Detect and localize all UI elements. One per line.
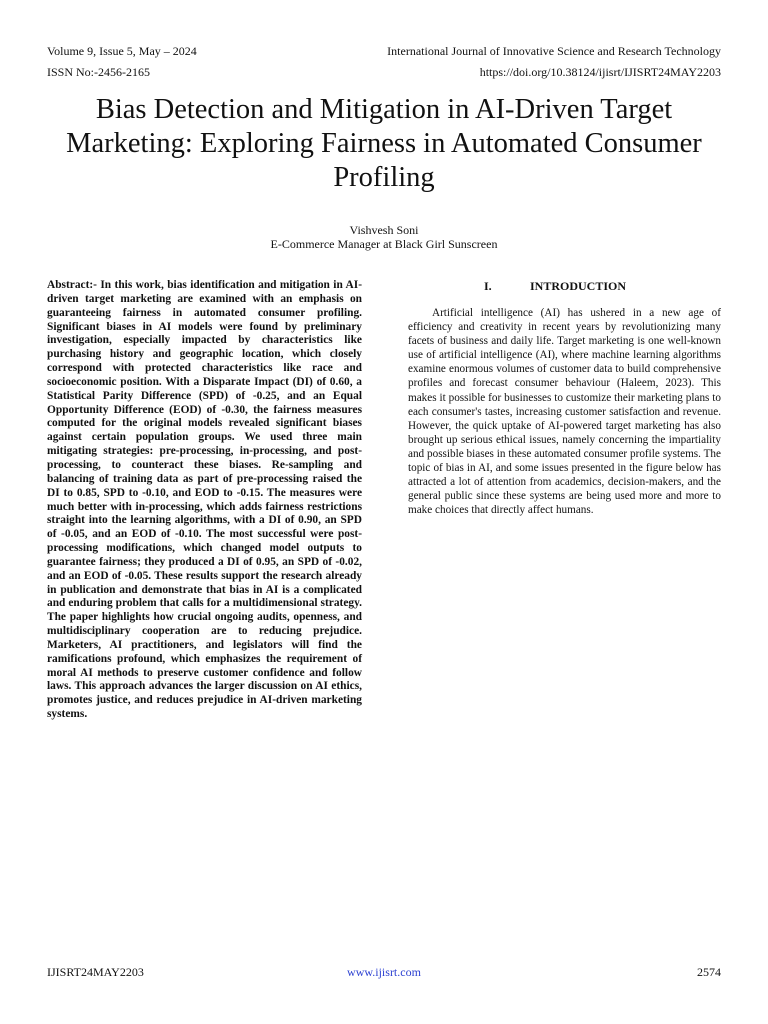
introduction-paragraph: Artificial intelligence (AI) has ushered in a new age of efficiency and creativity in recent years by revolutionizing many facets of business and daily life. Target marketing is one well-known use of artificial intelligence (AI), where machine learning algorithms examine enormous volumes of customer data to build comprehensive profiles and forecast consumer behaviour (Haleem, 2023). This makes it possible for businesses to customize their marketing plans to each consumer's tastes, increasing customer satisfaction and revenue. However, the quick uptake of AI-powered target marketing has also brought up serious ethical issues, namely concerning the impartiality and possible biases in these automated consumer profile systems. The topic of bias in AI, and some issues presented in the figure below has attracted a lot of attention from academics, decision-makers, and the general public since these systems are being used more and more to make choices that directly affect humans. (408, 307, 721, 517)
journal-volume: Volume 9, Issue 5, May – 2024 (47, 44, 197, 58)
abstract: Abstract:- In this work, bias identification and mitigation in AI-driven target marketing are examined with an emphasis on guaranteeing fairness in automated consumer profiling. Significant biases in AI models were found by preliminary investigation, especially impacted by characteristics like purchasing history and geographic location, which closely correspond with protected characteristics like race and socioeconomic position. With a Disparate Impact (DI) of 0.60, a Statistical Parity Difference (SPD) of -0.25, and an Equal Opportunity Difference (EOD) of -0.30, the fairness measures computed for the original models revealed significant biases against certain population groups. We used three main mitigating strategies: pre-processing, in-processing, and post-processing, to counteract these biases. Re-sampling and balancing of training data as part of pre-processing raised the DI to 0.85, SPD to -0.10, and EOD to -0.15. The measures were much better with in-processing, which adds fairness restrictions straight into the learning algorithms, with a DI of 0.90, an SPD of -0.05, and an EOD of -0.10. The most successful were post-processing modifications, which changed model outputs to guarantee fairness; they produced a DI of 0.95, an SPD of -0.02, and an EOD of -0.05. These results support the research already in publication and demonstrate that bias in AI is a complicated and enduring problem that calls for a multidimensional strategy. The paper highlights how crucial ongoing audits, openness, and multidisciplinary cooperation are to reducing prejudice. Marketers, AI practitioners, and legislators will find the ramifications profound, which emphasizes the requirement of moral AI methods to preserve customer confidence and follow laws. This approach advances the larger discussion on AI ethics, promotes justice, and reduces prejudice in AI-driven marketing systems. (47, 279, 362, 721)
author-name: Vishvesh Soni (349, 223, 419, 237)
journal-name: International Journal of Innovative Science and Research Technology (387, 44, 721, 58)
doi-link[interactable]: https://doi.org/10.38124/ijisrt/IJISRT24MAY2203 (479, 65, 721, 79)
footer-paper-id: IJISRT24MAY2203 (47, 965, 144, 979)
section-title: INTRODUCTION (530, 279, 627, 293)
journal-issn: ISSN No:-2456-2165 (47, 65, 151, 79)
author-affiliation: E-Commerce Manager at Black Girl Sunscreen (270, 237, 498, 251)
section-heading (484, 279, 626, 293)
section-number: I. (484, 279, 492, 293)
page-number: 2574 (697, 965, 721, 979)
paper-title: Bias Detection and Mitigation in AI-Driven Target Marketing: Exploring Fairness in Automated Consumer Profiling (66, 94, 702, 193)
footer-website-link[interactable]: www.ijisrt.com (347, 965, 421, 979)
